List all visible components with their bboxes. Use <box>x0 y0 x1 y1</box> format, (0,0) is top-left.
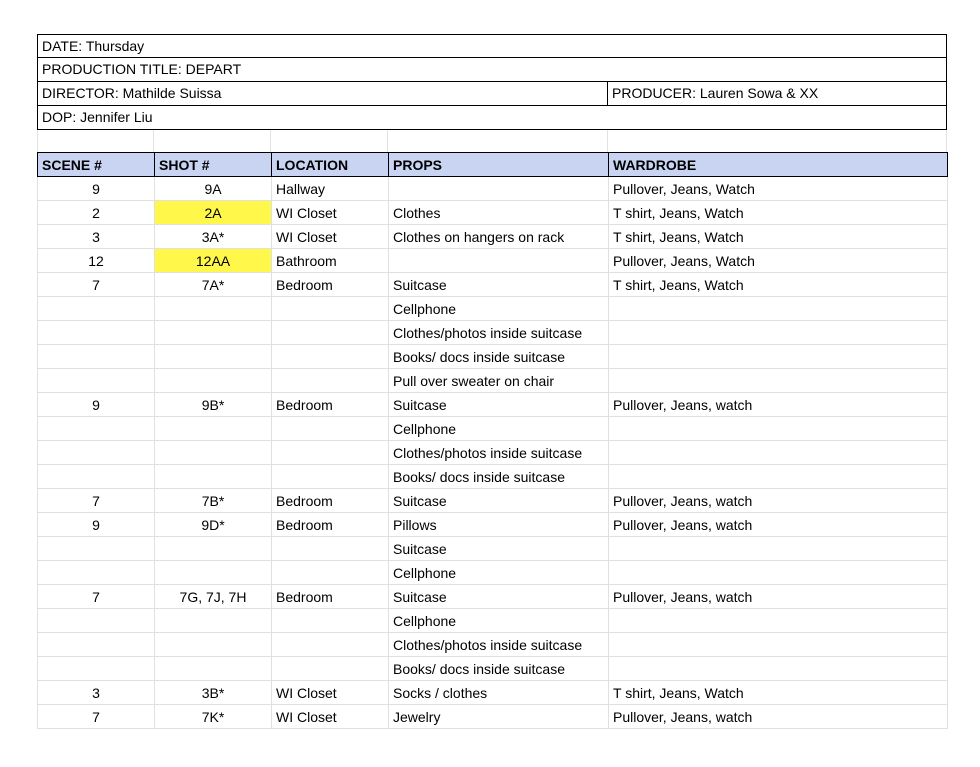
shot-cell[interactable]: 12AA <box>155 249 272 273</box>
wardrobe-cell[interactable] <box>609 417 948 441</box>
shot-cell[interactable] <box>155 321 272 345</box>
title-row <box>37 58 947 82</box>
location-cell[interactable] <box>272 657 389 681</box>
wardrobe-cell[interactable]: T shirt, Jeans, Watch <box>609 201 948 225</box>
props-cell[interactable] <box>389 249 609 273</box>
table-row <box>38 201 948 225</box>
column-header-row <box>38 153 948 177</box>
production-title-cell[interactable]: PRODUCTION TITLE: DEPART <box>42 61 242 77</box>
wardrobe-cell[interactable]: Pullover, Jeans, watch <box>609 585 948 609</box>
table-row <box>38 609 948 633</box>
wardrobe-cell[interactable] <box>609 441 948 465</box>
location-cell[interactable]: Bathroom <box>272 249 389 273</box>
props-cell[interactable]: Clothes/photos inside suitcase <box>389 633 609 657</box>
shot-table <box>37 152 948 729</box>
table-row <box>38 537 948 561</box>
shot-cell[interactable]: 7K* <box>155 705 272 729</box>
scene-cell[interactable]: 3 <box>38 681 155 705</box>
props-cell[interactable]: Books/ docs inside suitcase <box>389 657 609 681</box>
scene-cell[interactable]: 7 <box>38 705 155 729</box>
location-cell[interactable] <box>272 633 389 657</box>
shot-cell[interactable] <box>155 633 272 657</box>
table-body <box>38 177 948 729</box>
table-row <box>38 369 948 393</box>
scene-cell[interactable] <box>38 297 155 321</box>
wardrobe-cell[interactable]: T shirt, Jeans, Watch <box>609 681 948 705</box>
props-cell[interactable]: Socks / clothes <box>389 681 609 705</box>
table-row <box>38 249 948 273</box>
props-cell[interactable]: Clothes <box>389 201 609 225</box>
location-cell[interactable] <box>272 369 389 393</box>
location-cell[interactable] <box>272 417 389 441</box>
spacer-row <box>37 130 947 152</box>
props-cell[interactable]: Cellphone <box>389 561 609 585</box>
scene-cell[interactable]: 2 <box>38 201 155 225</box>
wardrobe-cell[interactable] <box>609 345 948 369</box>
props-cell[interactable]: Cellphone <box>389 609 609 633</box>
wardrobe-cell[interactable]: Pullover, Jeans, watch <box>609 393 948 417</box>
table-row <box>38 321 948 345</box>
wardrobe-cell[interactable] <box>609 561 948 585</box>
scene-cell[interactable]: 3 <box>38 225 155 249</box>
location-cell[interactable] <box>272 561 389 585</box>
shot-cell[interactable] <box>155 537 272 561</box>
location-cell[interactable] <box>272 441 389 465</box>
shot-cell[interactable]: 9D* <box>155 513 272 537</box>
shot-cell[interactable]: 2A <box>155 201 272 225</box>
location-cell[interactable]: WI Closet <box>272 225 389 249</box>
scene-cell[interactable] <box>38 633 155 657</box>
wardrobe-cell[interactable] <box>609 369 948 393</box>
wardrobe-cell[interactable] <box>609 321 948 345</box>
wardrobe-cell[interactable]: Pullover, Jeans, Watch <box>609 249 948 273</box>
scene-cell[interactable]: 9 <box>38 177 155 201</box>
shot-cell[interactable] <box>155 609 272 633</box>
shot-cell[interactable] <box>155 417 272 441</box>
props-cell[interactable]: Books/ docs inside suitcase <box>389 345 609 369</box>
table-row <box>38 633 948 657</box>
wardrobe-cell[interactable] <box>609 537 948 561</box>
location-cell[interactable]: Bedroom <box>272 393 389 417</box>
shot-cell[interactable]: 9A <box>155 177 272 201</box>
scene-cell[interactable] <box>38 537 155 561</box>
location-cell[interactable] <box>272 297 389 321</box>
props-cell[interactable]: Books/ docs inside suitcase <box>389 465 609 489</box>
scene-cell[interactable] <box>38 345 155 369</box>
table-row <box>38 441 948 465</box>
wardrobe-cell[interactable]: Pullover, Jeans, watch <box>609 705 948 729</box>
shot-cell[interactable]: 7B* <box>155 489 272 513</box>
col-props[interactable]: PROPS <box>389 153 609 177</box>
props-cell[interactable]: Clothes/photos inside suitcase <box>389 441 609 465</box>
col-location[interactable]: LOCATION <box>272 153 389 177</box>
wardrobe-cell[interactable] <box>609 633 948 657</box>
table-row <box>38 561 948 585</box>
scene-cell[interactable] <box>38 465 155 489</box>
scene-cell[interactable] <box>38 369 155 393</box>
shot-cell[interactable]: 9B* <box>155 393 272 417</box>
props-cell[interactable]: Suitcase <box>389 585 609 609</box>
wardrobe-cell[interactable] <box>609 297 948 321</box>
scene-cell[interactable]: 7 <box>38 273 155 297</box>
table-row <box>38 417 948 441</box>
location-cell[interactable] <box>272 321 389 345</box>
wardrobe-cell[interactable] <box>609 609 948 633</box>
scene-cell[interactable]: 12 <box>38 249 155 273</box>
scene-cell[interactable] <box>38 609 155 633</box>
table-row <box>38 297 948 321</box>
date-row <box>37 34 947 58</box>
location-cell[interactable]: Bedroom <box>272 273 389 297</box>
director-producer-row <box>37 82 947 106</box>
props-cell[interactable]: Clothes/photos inside suitcase <box>389 321 609 345</box>
wardrobe-cell[interactable]: T shirt, Jeans, Watch <box>609 273 948 297</box>
scene-cell[interactable]: 9 <box>38 393 155 417</box>
location-cell[interactable] <box>272 345 389 369</box>
props-cell[interactable]: Suitcase <box>389 537 609 561</box>
props-cell[interactable]: Jewelry <box>389 705 609 729</box>
table-row <box>38 705 948 729</box>
shot-cell[interactable] <box>155 465 272 489</box>
scene-cell[interactable]: 7 <box>38 489 155 513</box>
table-row <box>38 681 948 705</box>
shot-cell[interactable] <box>155 297 272 321</box>
table-row <box>38 273 948 297</box>
col-wardrobe[interactable]: WARDROBE <box>609 153 948 177</box>
props-cell[interactable]: Clothes on hangers on rack <box>389 225 609 249</box>
scene-cell[interactable] <box>38 321 155 345</box>
location-cell[interactable]: Bedroom <box>272 585 389 609</box>
director-cell[interactable]: DIRECTOR: Mathilde Suissa <box>38 82 608 105</box>
table-row <box>38 489 948 513</box>
shot-cell[interactable] <box>155 657 272 681</box>
location-cell[interactable] <box>272 465 389 489</box>
shot-cell[interactable]: 3B* <box>155 681 272 705</box>
props-cell[interactable]: Suitcase <box>389 273 609 297</box>
table-row <box>38 465 948 489</box>
scene-cell[interactable]: 7 <box>38 585 155 609</box>
shot-cell[interactable] <box>155 369 272 393</box>
table-row <box>38 177 948 201</box>
props-cell[interactable]: Pillows <box>389 513 609 537</box>
table-row <box>38 585 948 609</box>
wardrobe-cell[interactable]: Pullover, Jeans, watch <box>609 513 948 537</box>
shot-cell[interactable] <box>155 561 272 585</box>
table-row <box>38 657 948 681</box>
wardrobe-cell[interactable]: T shirt, Jeans, Watch <box>609 225 948 249</box>
scene-cell[interactable] <box>38 657 155 681</box>
shot-cell[interactable]: 3A* <box>155 225 272 249</box>
col-shot[interactable]: SHOT # <box>155 153 272 177</box>
scene-cell[interactable] <box>38 417 155 441</box>
date-cell[interactable]: DATE: Thursday <box>42 38 145 54</box>
scene-cell[interactable]: 9 <box>38 513 155 537</box>
props-cell[interactable]: Pull over sweater on chair <box>389 369 609 393</box>
shot-cell[interactable] <box>155 345 272 369</box>
shot-cell[interactable]: 7G, 7J, 7H <box>155 585 272 609</box>
wardrobe-cell[interactable]: Pullover, Jeans, watch <box>609 489 948 513</box>
table-row <box>38 393 948 417</box>
wardrobe-cell[interactable]: Pullover, Jeans, Watch <box>609 177 948 201</box>
location-cell[interactable] <box>272 609 389 633</box>
scene-cell[interactable] <box>38 441 155 465</box>
producer-cell[interactable]: PRODUCER: Lauren Sowa & XX <box>612 85 819 101</box>
location-cell[interactable]: WI Closet <box>272 681 389 705</box>
location-cell[interactable]: Bedroom <box>272 513 389 537</box>
location-cell[interactable]: Hallway <box>272 177 389 201</box>
table-row <box>38 513 948 537</box>
dop-cell[interactable]: DOP: Jennifer Liu <box>42 109 153 125</box>
scene-cell[interactable] <box>38 561 155 585</box>
props-cell[interactable]: Cellphone <box>389 417 609 441</box>
location-cell[interactable]: Bedroom <box>272 489 389 513</box>
props-cell[interactable]: Cellphone <box>389 297 609 321</box>
props-cell[interactable]: Suitcase <box>389 489 609 513</box>
col-scene[interactable]: SCENE # <box>38 153 155 177</box>
shot-cell[interactable] <box>155 441 272 465</box>
wardrobe-cell[interactable] <box>609 657 948 681</box>
location-cell[interactable] <box>272 537 389 561</box>
location-cell[interactable]: WI Closet <box>272 201 389 225</box>
dop-row <box>37 106 947 130</box>
shot-cell[interactable]: 7A* <box>155 273 272 297</box>
props-cell[interactable] <box>389 177 609 201</box>
table-row <box>38 225 948 249</box>
shot-list-sheet <box>37 34 947 729</box>
location-cell[interactable]: WI Closet <box>272 705 389 729</box>
table-row <box>38 345 948 369</box>
props-cell[interactable]: Suitcase <box>389 393 609 417</box>
wardrobe-cell[interactable] <box>609 465 948 489</box>
